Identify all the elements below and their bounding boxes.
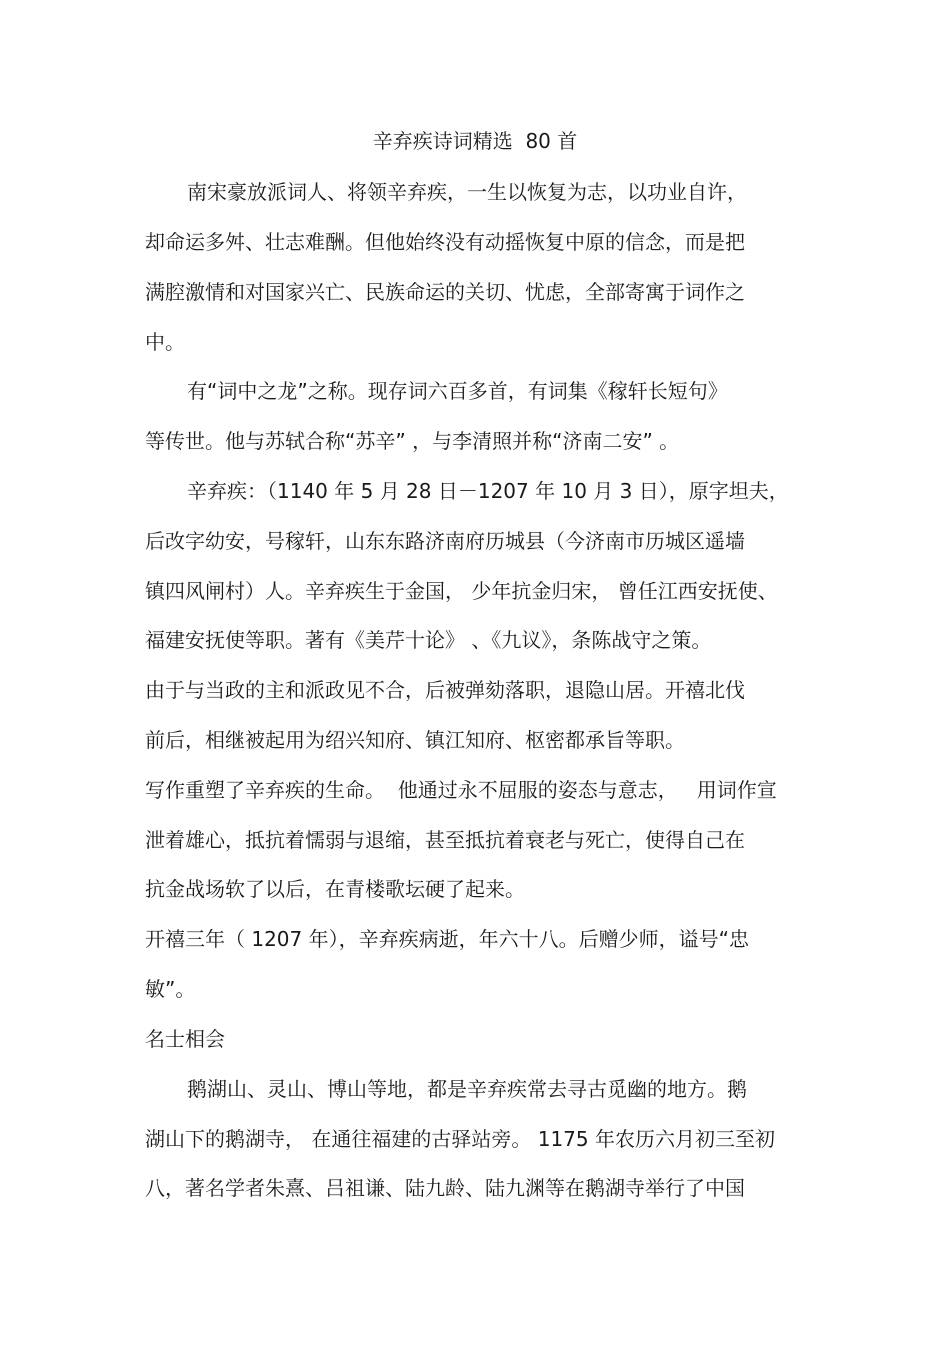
text-line: 辛弃疾：（1140 年 5 月 28 日－1207 年 10 月 3 日），原字坦夫，	[187, 479, 789, 503]
text-line: 镇四风闸村）人。辛弃疾生于金国， 少年抗金归宋， 曾任江西安抚使、	[145, 579, 778, 603]
text-line: 泄着雄心，抵抗着懦弱与退缩，甚至抵抗着衰老与死亡，使得自己在	[145, 828, 745, 852]
text-line: 八，著名学者朱熹、吕祖谦、陆九龄、陆九渊等在鹅湖寺举行了中国	[145, 1176, 745, 1200]
text-line: 后改字幼安，号稼轩，山东东路济南府历城县（今济南市历城区遥墙	[145, 529, 745, 553]
text-line: 鹅湖山、灵山、博山等地，都是辛弃疾常去寻古觅幽的地方。鹅	[187, 1077, 747, 1101]
text-line: 等传世。他与苏轼合称“苏辛” ，与李清照并称“济南二安” 。	[145, 429, 680, 453]
text-line: 有“词中之龙”之称。现存词六百多首，有词集《稼轩长短句》	[187, 379, 728, 403]
section-heading: 名士相会	[145, 1027, 225, 1051]
text-line: 开禧三年（ 1207 年），辛弃疾病逝，年六十八。后赠少师，谥号“忠	[145, 927, 749, 951]
document-title: 辛弃疾诗词精选 80 首	[372, 129, 578, 153]
text-line: 福建安抚使等职。著有《美芹十论》 、《九议》，条陈战守之策。	[145, 628, 712, 652]
text-line: 中。	[145, 330, 185, 354]
text-line: 前后，相继被起用为绍兴知府、镇江知府、枢密都承旨等职。	[145, 728, 685, 752]
text-line: 南宋豪放派词人、将领辛弃疾，一生以恢复为志，以功业自许，	[187, 180, 747, 204]
text-line: 敏”。	[145, 977, 196, 1001]
text-line: 湖山下的鹅湖寺， 在通往福建的古驿站旁。 1175 年农历六月初三至初	[145, 1127, 775, 1151]
text-line: 写作重塑了辛弃疾的生命。 他通过永不屈服的姿态与意志， 用词作宣	[145, 778, 777, 802]
text-line: 由于与当政的主和派政见不合，后被弹劾落职，退隐山居。开禧北伐	[145, 678, 745, 702]
text-line: 却命运多舛、壮志难酬。但他始终没有动摇恢复中原的信念，而是把	[145, 230, 745, 254]
text-line: 满腔激情和对国家兴亡、民族命运的关切、忧虑，全部寄寓于词作之	[145, 280, 745, 304]
text-line: 抗金战场软了以后，在青楼歌坛硬了起来。	[145, 877, 525, 901]
